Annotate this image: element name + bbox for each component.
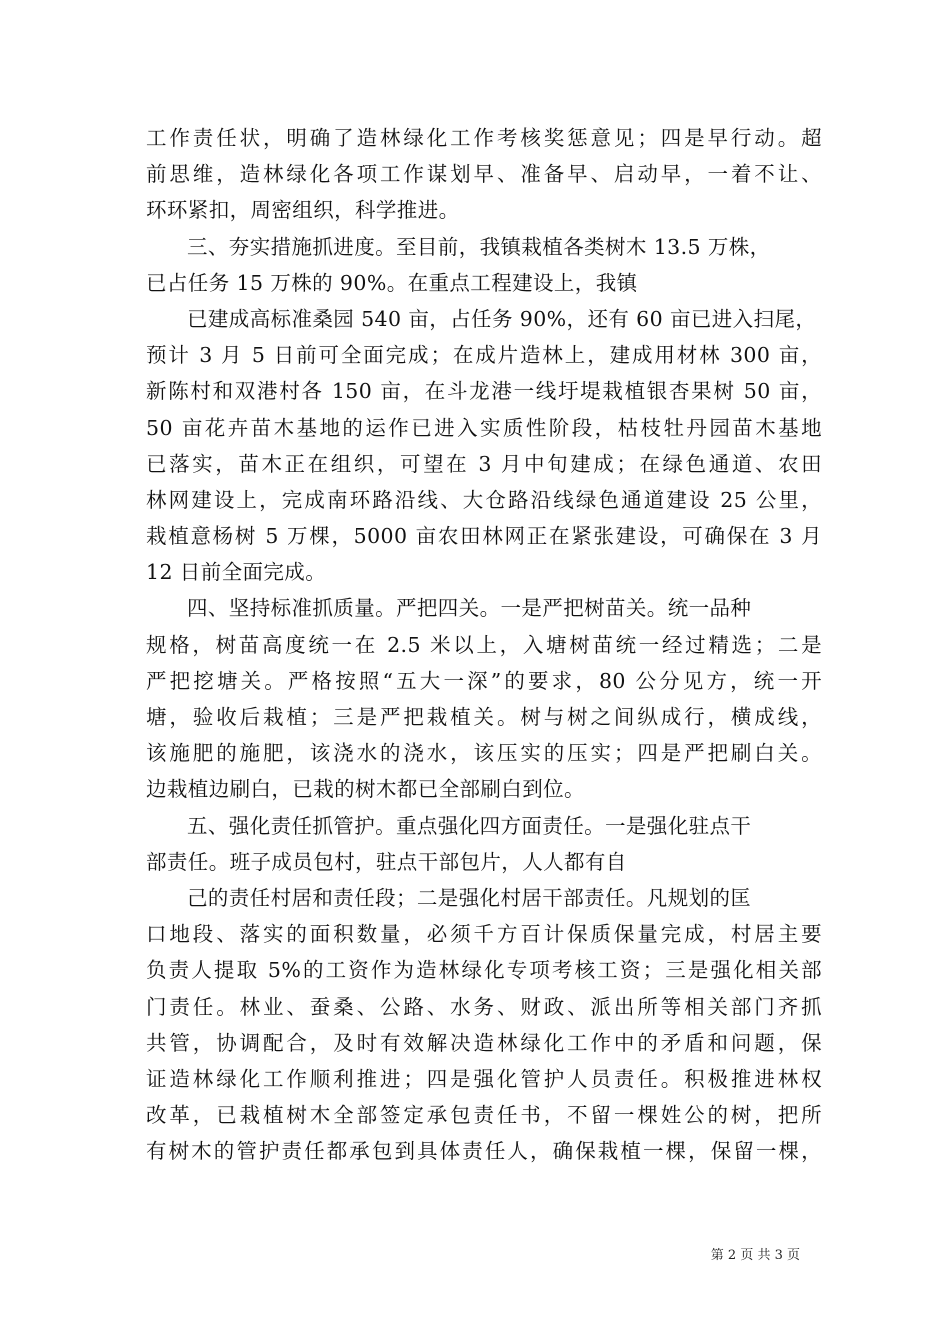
text-line: 50 亩花卉苗木基地的运作已进入实质性阶段，枯枝牡丹园苗木基地 <box>146 415 822 440</box>
text-line: 已占任务 15 万株的 90%。在重点工程建设上，我镇 <box>146 270 638 295</box>
paragraph-1 <box>146 120 822 229</box>
text-line: 林网建设上，完成南环路沿线、大仓路沿线绿色通道建设 25 公里， <box>146 487 822 512</box>
page-number: 第 2 页 共 3 页 <box>710 1248 800 1263</box>
text-line: 已建成高标准桑园 540 亩，占任务 90%，还有 60 亩已进入扫尾， <box>187 306 817 331</box>
paragraph-3 <box>146 301 822 591</box>
text-line: 新陈村和双港村各 150 亩，在斗龙港一线圩堤栽植银杏果树 50 亩， <box>146 379 822 404</box>
paragraph-5 <box>146 808 822 880</box>
text-line: 三、夯实措施抓进度。至目前，我镇栽植各类树木 13.5 万株， <box>187 234 771 259</box>
text-line: 严把挖塘关。严格按照“五大一深”的要求，80 公分见方，统一开 <box>146 668 822 693</box>
text-line: 口地段、落实的面积数量，必须千方百计保质保量完成，村居主要 <box>146 922 822 947</box>
text-line: 门责任。林业、蚕桑、公路、水务、财政、派出所等相关部门齐抓 <box>146 994 822 1019</box>
paragraph-4 <box>146 590 822 807</box>
text-line: 塘，验收后栽植；三是严把栽植关。树与树之间纵成行，横成线， <box>146 705 822 729</box>
text-line: 证造林绿化工作顺利推进；四是强化管护人员责任。积极推进林权 <box>146 1066 822 1091</box>
text-line: 已落实，苗木正在组织，可望在 3 月中旬建成；在绿色通道、农田 <box>146 451 822 476</box>
document-body <box>146 120 822 1169</box>
text-line: 四、坚持标准抓质量。严把四关。一是严把树苗关。统一品种 <box>187 596 752 621</box>
text-line: 改革，已栽植树木全部签定承包责任书，不留一棵姓公的树，把所 <box>146 1103 822 1128</box>
paragraph-6 <box>146 880 822 1170</box>
text-line: 共管，协调配合，及时有效解决造林绿化工作中的矛盾和问题，保 <box>146 1030 822 1055</box>
text-line: 预计 3 月 5 日前可全面完成；在成片造林上，建成用材林 300 亩， <box>146 343 822 368</box>
paragraph-2 <box>146 229 822 301</box>
text-line: 有树木的管护责任都承包到具体责任人，确保栽植一棵，保留一棵， <box>146 1139 822 1164</box>
text-line: 栽植意杨树 5 万棵，5000 亩农田林网正在紧张建设，可确保在 3 月 <box>146 524 822 549</box>
text-line: 工作责任状，明确了造林绿化工作考核奖惩意见；四是早行动。超 <box>146 126 822 150</box>
text-line: 负责人提取 5%的工资作为造林绿化专项考核工资；三是强化相关部 <box>146 958 822 983</box>
text-line: 前思维，造林绿化各项工作谋划早、准备早、启动早，一着不让、 <box>146 162 822 187</box>
text-line: 部责任。班子成员包村，驻点干部包片，人人都有自 <box>146 849 627 874</box>
text-line: 边栽植边刷白，已栽的树木都已全部刷白到位。 <box>146 777 585 802</box>
text-line: 该施肥的施肥，该浇水的浇水，该压实的压实；四是严把刷白关。 <box>146 741 822 766</box>
text-line: 五、强化责任抓管护。重点强化四方面责任。一是强化驻点干 <box>187 813 752 838</box>
text-line: 12 日前全面完成。 <box>146 560 327 585</box>
text-line: 己的责任村居和责任段；二是强化村居干部责任。凡规划的匡 <box>187 885 752 910</box>
text-line: 环环紧扣，周密组织，科学推进。 <box>146 198 460 223</box>
text-line: 规格，树苗高度统一在 2.5 米以上，入塘树苗统一经过精选；二是 <box>146 632 822 657</box>
